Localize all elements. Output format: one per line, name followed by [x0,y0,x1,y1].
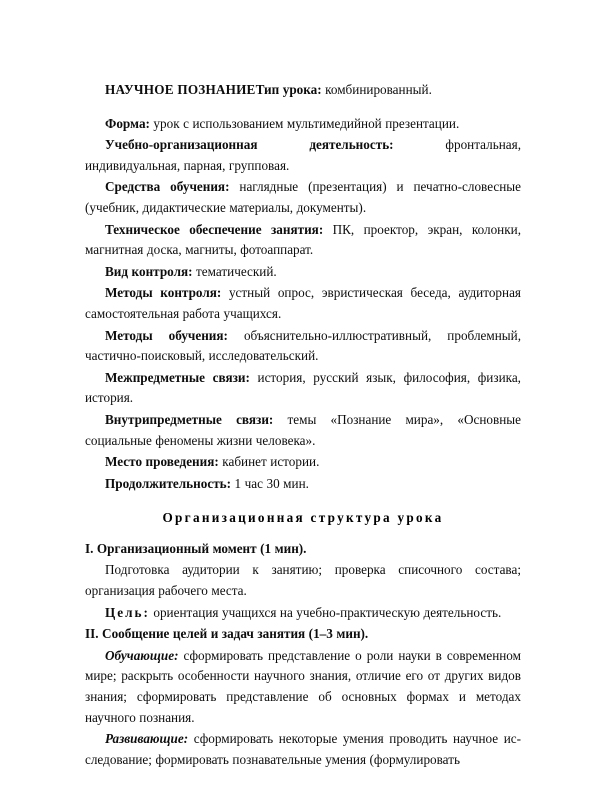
meta-label: Учебно-организационная деятельность: [105,137,394,153]
meta-value: объяснительно-иллюстративный, проблемный, частично-поисковый, исследовательский. [85,327,521,364]
goal-label: Цель: [105,604,150,620]
meta-item-tehnicheskoe-obespechenie [85,220,521,261]
meta-item-metody-obucheniya [85,326,521,367]
meta-item-uchebno-organizacionnaya [85,135,521,176]
meta-label: Продолжительность: [105,475,232,491]
objective-razvivayushchie [85,729,521,770]
meta-item-vnutripredmetnye-svyazi [85,410,521,451]
meta-label: Форма: [105,115,150,131]
meta-value: наглядные (презентация) и печатно-словесные (учебник, дидактические материалы, документы). [85,179,521,215]
stage-goal-1 [85,603,521,624]
meta-value: история, русский язык, философия, физика, история. [85,369,521,406]
objective-obuchayushchie [85,646,521,728]
meta-label: Техническое обеспечение занятия: [105,221,324,237]
objective-value: сформировать некоторые умения проводить научное ис-следование; формировать познавательные умения (формулировать [85,731,521,767]
meta-item-prodolzhitelnost [85,474,521,495]
meta-label: Внутрипредметные связи: [105,411,274,427]
document-body [85,80,521,770]
meta-item-mezhpredmetnye-svyazi [85,368,521,409]
meta-value: тематический. [192,263,277,279]
meta-value: темы «Познание мира», «Основные социальные феномены жизни человека». [85,411,521,448]
lesson-type-value: комбинированный. [321,82,432,97]
meta-item-sredstva-obucheniya [85,177,521,218]
stage-heading-2: II. Сообщение целей и задач занятия (1–3 мин). [85,626,369,642]
section-heading-structure: Организационная структура урока [162,510,444,526]
stage-heading-1: I. Организационный момент (1 мин). [85,540,307,556]
objective-value: сформировать представление о роли науки в современном мире; раскрыть особенности научного знания, отличие его от других видов знания; сформировать представление об основных формах и методах научного познания. [85,647,521,725]
meta-value: 1 час 30 мин. [231,475,309,491]
meta-value: устный опрос, эвристическая беседа, аудиторная самостоятельная работа учащихся. [85,285,521,321]
meta-label: Методы контроля: [105,285,222,301]
meta-label: Место проведения: [105,454,219,470]
meta-label: Методы обучения: [105,327,228,343]
meta-label: Межпредметные связи: [105,369,250,385]
meta-value: ПК, проектор, экран, колонки, магнитная доска, магниты, фотоаппарат. [85,221,521,258]
stage-body-1: Подготовка аудитории к занятию; проверка списочного состава; организация рабочего места. [85,562,521,599]
page-title: НАУЧНОЕ ПОЗНАНИЕ [105,82,256,97]
meta-value: фронтальная, индивидуальная, парная, групповая. [85,137,521,173]
objective-label: Развивающие: [105,731,189,747]
meta-label: Средства обучения: [105,179,230,195]
meta-item-metody-kontrolya [85,283,521,324]
meta-item-forma [85,114,521,135]
meta-value: кабинет истории. [218,454,320,470]
goal-value: ориентация учащихся на учебно-практическую деятельность. [149,604,502,620]
document-title-line [85,80,521,101]
lesson-type-label: Тип урока: [255,82,322,97]
meta-item-mesto-provedeniya [85,452,521,473]
meta-item-vid-kontrolya [85,262,521,283]
meta-label: Вид контроля: [105,263,193,279]
objective-label: Обучающие: [105,647,179,663]
meta-value: урок с использованием мультимедийной презентации. [149,115,460,131]
